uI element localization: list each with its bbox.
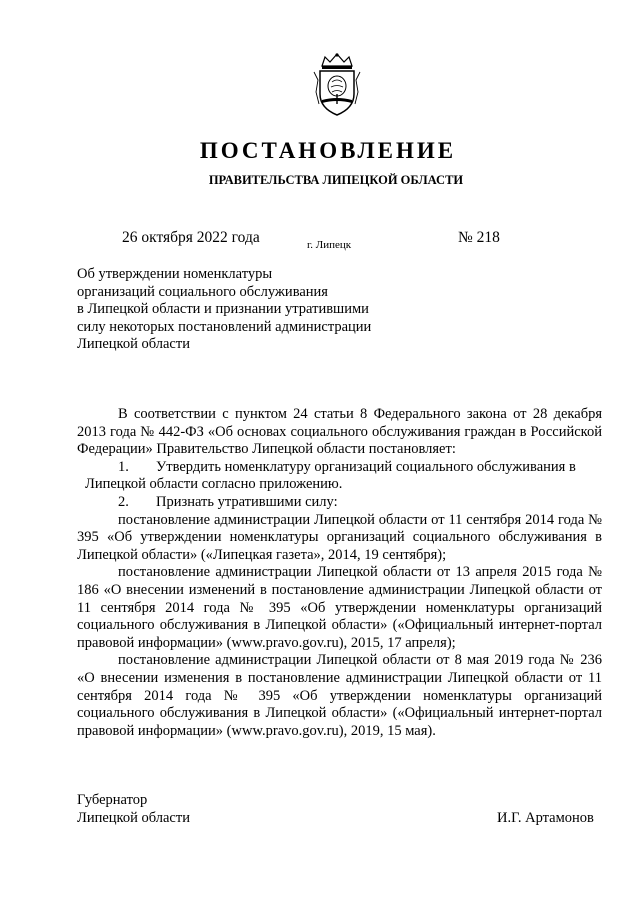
- heading-line: организаций социального обслуживания: [77, 283, 328, 300]
- document-body: [77, 406, 602, 740]
- list-item-number: 2.: [118, 493, 129, 510]
- signatory-position-line: Губернатор: [77, 792, 148, 808]
- document-title: ПОСТАНОВЛЕНИЕ: [199, 138, 457, 163]
- list-item-number: 1.: [118, 458, 129, 475]
- document-subtitle: ПРАВИТЕЛЬСТВА ЛИПЕЦКОЙ ОБЛАСТИ: [208, 173, 464, 187]
- heading-line: Липецкой области: [77, 336, 190, 352]
- document-city: г. Липецк: [307, 239, 352, 251]
- preamble-paragraph: В соответствии с пунктом 24 статьи 8 Федерального закона от 28 декабря 2013 года № 442-ФЗ «Об основах социального обслуживания граждан в Российской Федерации» Правительство Липецкой области постановляет:: [77, 406, 602, 458]
- heading-line: в Липецкой области и признании утратившими: [77, 301, 369, 317]
- document-number: № 218: [458, 229, 500, 246]
- repealed-act-paragraph: постановление администрации Липецкой области от 11 сентября 2014 года № 395 «Об утверждении номенклатуры организаций социального обслуживания в Липецкой области» («Липецкая газета», 2014, 19 сентября);: [77, 511, 602, 563]
- repealed-act-paragraph: постановление администрации Липецкой области от 8 мая 2019 года № 236 «О внесении изменения в постановление администрации Липецкой области от 11 сентября 2014 года № 395 «Об утверждении номенклатуры организаций социального обслуживания в Липецкой области» («Официальный интернет-портал правовой информации» (www.pravo.gov.ru), 2019, 15 мая).: [77, 652, 602, 739]
- signatory-position: [77, 791, 190, 827]
- repealed-act-paragraph: постановление администрации Липецкой области от 13 апреля 2015 года № 186 «О внесении изменений в постановление администрации Липецкой области от 11 сентября 2014 года № 395 «Об утверждении номенклатуры организаций социального обслуживания в Липецкой области» («Официальный интернет-портал правовой информации» (www.pravo.gov.ru), 2015, 17 апреля);: [77, 564, 602, 651]
- list-item-text: Утвердить номенклатуру организаций социального обслуживания в: [156, 458, 576, 475]
- lipetsk-coat-of-arms-icon: [310, 52, 364, 118]
- document-heading: [77, 266, 437, 354]
- list-item: [77, 459, 602, 477]
- document-date: 26 октября 2022 года: [122, 229, 260, 246]
- list-item: [77, 494, 602, 512]
- signatory-position-line: Липецкой области: [77, 810, 190, 826]
- signatory-name: И.Г. Артамонов: [497, 810, 594, 826]
- heading-line: Об утверждении номенклатуры: [77, 266, 273, 282]
- list-item-text: Признать утратившими силу:: [156, 493, 338, 510]
- list-item-continuation: Липецкой области согласно приложению.: [85, 476, 343, 493]
- heading-line: силу некоторых постановлений администрации: [77, 318, 372, 335]
